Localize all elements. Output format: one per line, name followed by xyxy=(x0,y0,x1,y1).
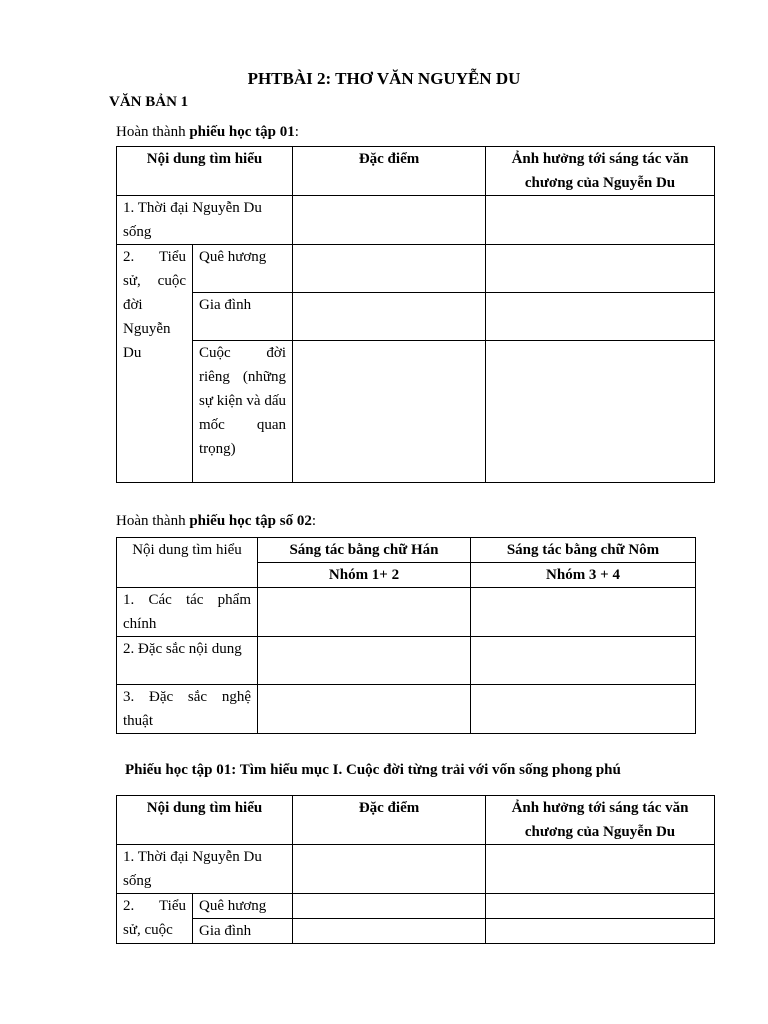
header-characteristics: Đặc điểm xyxy=(293,147,486,196)
worksheet-02-table xyxy=(116,537,696,734)
header-content: Nội dung tìm hiểu xyxy=(117,538,258,588)
intro-1-bold: phiếu học tập 01 xyxy=(189,124,295,140)
answer-cell[interactable] xyxy=(486,919,715,944)
answer-cell[interactable] xyxy=(293,845,486,894)
intro-2-prefix: Hoàn thành xyxy=(116,513,190,529)
answer-cell[interactable] xyxy=(486,245,715,293)
header-content: Nội dung tìm hiểu xyxy=(117,147,293,196)
answer-cell[interactable] xyxy=(471,637,696,685)
document-title: PHTBÀI 2: THƠ VĂN NGUYỄN DU xyxy=(247,69,521,88)
worksheet-01-table xyxy=(116,146,715,483)
answer-cell[interactable] xyxy=(471,588,696,637)
group-3-4: Nhóm 3 + 4 xyxy=(471,563,696,588)
header-influence: Ảnh hưởng tới sáng tác văn chương của Nguyễn Du xyxy=(486,796,715,845)
intro-1-suffix: : xyxy=(294,124,299,140)
answer-cell[interactable] xyxy=(486,293,715,341)
answer-cell[interactable] xyxy=(258,637,471,685)
caption-bold: Phiếu học tập 01 xyxy=(125,762,232,778)
worksheet-01-table-repeat xyxy=(116,795,715,944)
answer-cell[interactable] xyxy=(486,845,715,894)
sub-row-personal-life: Cuộc đời riêng (những sự kiện và dấu mốc quan trọng) xyxy=(193,341,293,483)
answer-cell[interactable] xyxy=(486,894,715,919)
answer-cell[interactable] xyxy=(258,588,471,637)
answer-cell[interactable] xyxy=(293,894,486,919)
header-nom-works: Sáng tác bằng chữ Nôm xyxy=(471,538,696,563)
sub-row-family: Gia đình xyxy=(193,293,293,341)
row-main-works: 1. Các tác phẩm chính xyxy=(117,588,258,637)
answer-cell[interactable] xyxy=(258,685,471,734)
intro-sheet-02 xyxy=(116,513,316,530)
row-era-label: 1. Thời đại Nguyễn Du sống xyxy=(117,196,293,245)
row-biography-label: 2. Tiểu sử, cuộc đời Nguyễn Du xyxy=(117,245,193,483)
sub-row-family: Gia đình xyxy=(193,919,293,944)
answer-cell[interactable] xyxy=(486,196,715,245)
answer-cell[interactable] xyxy=(293,293,486,341)
caption-rest: : Tìm hiểu mục I. Cuộc đời từng trải với vốn sống phong phú xyxy=(231,762,621,778)
row-content-features: 2. Đặc sắc nội dung xyxy=(117,637,258,685)
answer-cell[interactable] xyxy=(471,685,696,734)
row-era-label: 1. Thời đại Nguyễn Du sống xyxy=(117,845,293,894)
group-1-2: Nhóm 1+ 2 xyxy=(258,563,471,588)
sub-row-hometown: Quê hương xyxy=(193,894,293,919)
worksheet-01-caption xyxy=(125,762,621,779)
intro-2-bold: phiếu học tập số 02 xyxy=(189,513,312,529)
intro-sheet-01 xyxy=(116,124,299,141)
intro-2-suffix: : xyxy=(311,513,317,529)
answer-cell[interactable] xyxy=(293,196,486,245)
section-subtitle: VĂN BẢN 1 xyxy=(109,94,189,110)
intro-1-prefix: Hoàn thành xyxy=(116,124,190,140)
answer-cell[interactable] xyxy=(293,245,486,293)
header-characteristics: Đặc điểm xyxy=(293,796,486,845)
answer-cell[interactable] xyxy=(293,919,486,944)
answer-cell[interactable] xyxy=(293,341,486,483)
header-han-works: Sáng tác bằng chữ Hán xyxy=(258,538,471,563)
header-content: Nội dung tìm hiểu xyxy=(117,796,293,845)
row-biography-label: 2. Tiểu sử, cuộc xyxy=(117,894,193,944)
sub-row-hometown: Quê hương xyxy=(193,245,293,293)
answer-cell[interactable] xyxy=(486,341,715,483)
row-art-features: 3. Đặc sắc nghệ thuật xyxy=(117,685,258,734)
header-influence: Ảnh hưởng tới sáng tác văn chương của Nguyễn Du xyxy=(486,147,715,196)
